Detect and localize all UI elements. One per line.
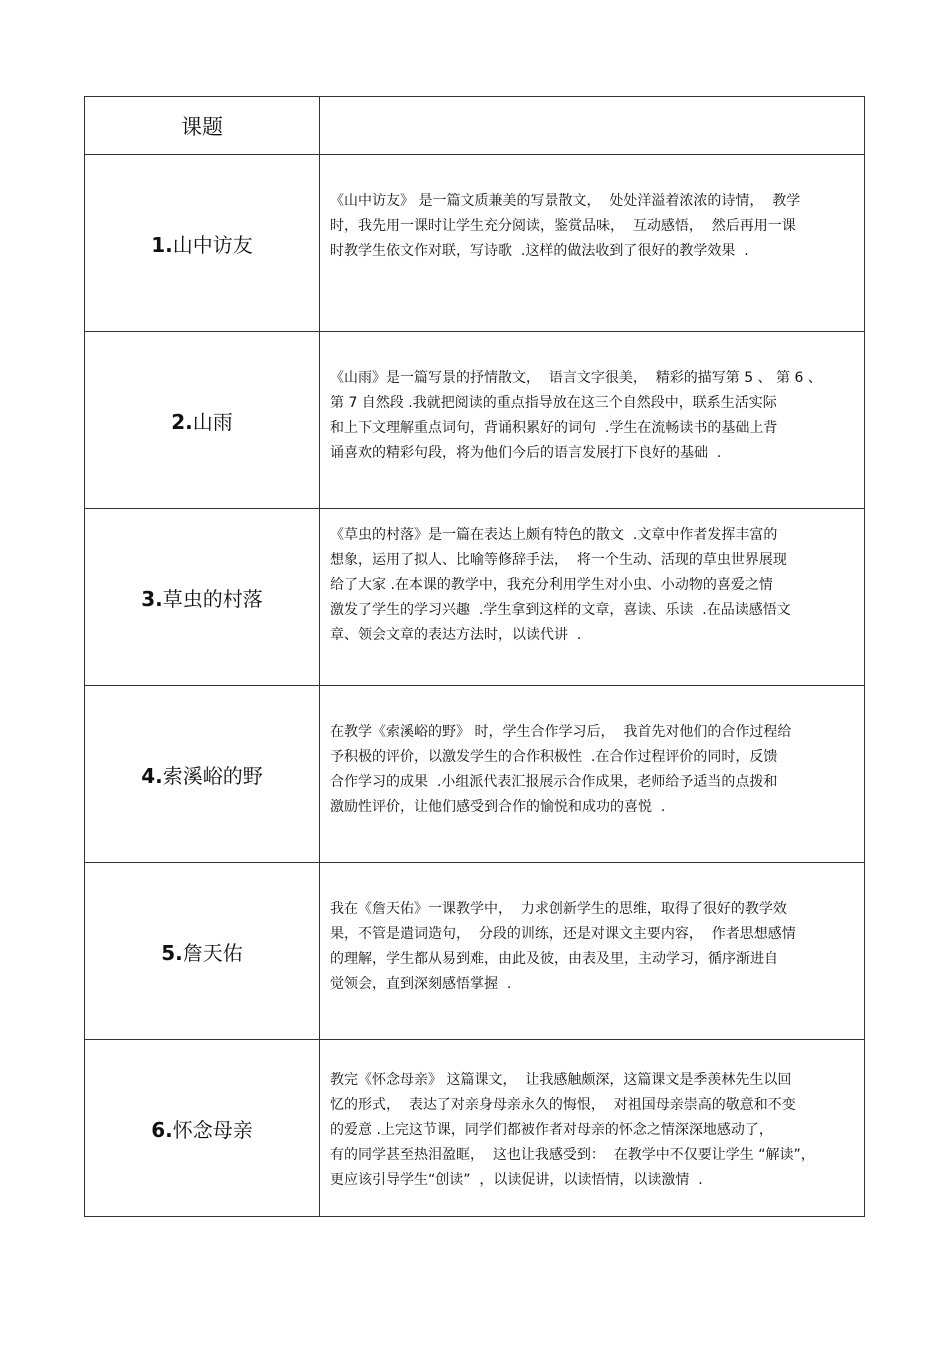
lesson-reflection [320, 686, 865, 863]
table-row [85, 155, 865, 332]
lesson-title [85, 332, 320, 509]
reflection-line: 果，不管是遣词造句， 分段的训练，还是对课文主要内容， 作者思想感情 [330, 926, 796, 942]
reflection-line: 的理解，学生都从易到难，由此及彼，由表及里，主动学习，循序渐进自 [330, 951, 778, 967]
reflection-line: 忆的形式， 表达了对亲身母亲永久的悔恨， 对祖国母亲崇高的敬意和不变 [330, 1097, 796, 1113]
lesson-title [85, 155, 320, 332]
table-row [85, 863, 865, 1040]
lesson-reflection [320, 509, 865, 686]
lesson-number: 1. [151, 232, 173, 257]
lesson-title [85, 686, 320, 863]
reflection-line: 在教学《索溪峪的野》 时，学生合作学习后， 我首先对他们的合作过程给 [330, 724, 792, 740]
table-row [85, 686, 865, 863]
reflection-line: 觉领会，直到深刻感悟掌握 . [330, 976, 512, 992]
table-header-row [85, 97, 865, 155]
lesson-title [85, 509, 320, 686]
reflection-line: 教完《怀念母亲》 这篇课文， 让我感触颇深，这篇课文是季羡林先生以回 [330, 1072, 792, 1088]
lesson-reflection [320, 155, 865, 332]
lesson-name: 詹天佑 [182, 940, 243, 965]
table-row [85, 332, 865, 509]
reflection-line: 《山雨》是一篇写景的抒情散文， 语言文字很美， 精彩的描写第 5 、 第 6 、 [330, 370, 822, 386]
reflection-line: 有的同学甚至热泪盈眶， 这也让我感受到： 在教学中不仅要让学生 “解读”， [330, 1147, 815, 1163]
lesson-title [85, 1040, 320, 1217]
header-value [320, 97, 865, 155]
reflection-line: 时教学生依文作对联，写诗歌 .这样的做法收到了很好的教学效果 . [330, 243, 749, 259]
reflection-line: 更应该引导学生“创读” ，以读促讲，以读悟情，以读激情 . [330, 1172, 703, 1188]
reflection-line: 的爱意 .上完这节课，同学们都被作者对母亲的怀念之情深深地感动了， [330, 1122, 773, 1138]
lesson-reflection [320, 1040, 865, 1217]
reflection-line: 给了大家 .在本课的教学中，我充分利用学生对小虫、小动物的喜爱之情 [330, 577, 773, 593]
reflection-line: 第 7 自然段 .我就把阅读的重点指导放在这三个自然段中，联系生活实际 [330, 395, 777, 411]
table-row [85, 1040, 865, 1217]
reflection-line: 激发了学生的学习兴趣 .学生拿到这样的文章，喜读、乐读 .在品读感悟文 [330, 602, 791, 618]
reflection-line: 时，我先用一课时让学生充分阅读，鉴赏品味， 互动感悟， 然后再用一课 [330, 218, 796, 234]
table-row [85, 509, 865, 686]
header-label: 课题 [85, 97, 320, 155]
lesson-name: 山中访友 [172, 232, 253, 257]
lesson-number: 5. [161, 940, 183, 965]
lesson-title [85, 863, 320, 1040]
lesson-number: 3. [141, 586, 163, 611]
lesson-reflection [320, 332, 865, 509]
lesson-name: 索溪峪的野 [162, 763, 263, 788]
reflection-line: 《山中访友》 是一篇文质兼美的写景散文， 处处洋溢着浓浓的诗情， 教学 [330, 193, 801, 209]
reflection-line: 《草虫的村落》是一篇在表达上颇有特色的散文 .文章中作者发挥丰富的 [330, 527, 778, 543]
reflection-line: 和上下文理解重点词句，背诵积累好的词句 .学生在流畅读书的基础上背 [330, 420, 778, 436]
reflection-line: 章、领会文章的表达方法时，以读代讲 . [330, 627, 582, 643]
reflection-line: 想象，运用了拟人、比喻等修辞手法， 将一个生动、活现的草虫世界展现 [330, 552, 787, 568]
lesson-name: 怀念母亲 [172, 1117, 253, 1142]
lesson-table [84, 96, 865, 1217]
lesson-number: 6. [151, 1117, 173, 1142]
lesson-name: 草虫的村落 [162, 586, 263, 611]
lesson-number: 4. [141, 763, 163, 788]
reflection-line: 我在《詹天佑》一课教学中， 力求创新学生的思维，取得了很好的教学效 [330, 901, 787, 917]
reflection-line: 诵喜欢的精彩句段，将为他们今后的语言发展打下良好的基础 . [330, 445, 722, 461]
lesson-name: 山雨 [192, 409, 233, 434]
lesson-number: 2. [171, 409, 193, 434]
lesson-reflection [320, 863, 865, 1040]
reflection-line: 激励性评价，让他们感受到合作的愉悦和成功的喜悦 . [330, 799, 666, 815]
reflection-line: 予积极的评价，以激发学生的合作积极性 .在合作过程评价的同时，反馈 [330, 749, 778, 765]
reflection-line: 合作学习的成果 .小组派代表汇报展示合作成果，老师给予适当的点拨和 [330, 774, 778, 790]
